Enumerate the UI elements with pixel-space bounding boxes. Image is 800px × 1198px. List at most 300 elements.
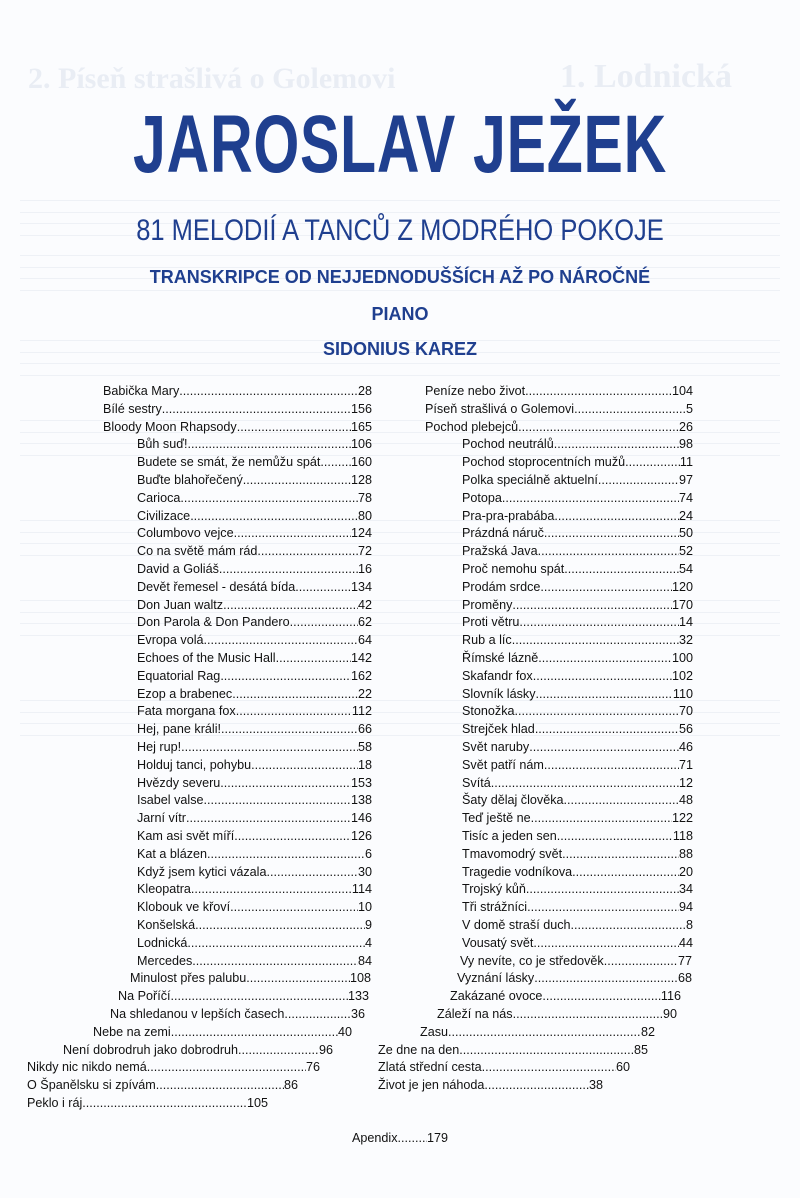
toc-entry[interactable] xyxy=(462,846,693,863)
toc-leader-dots xyxy=(219,561,358,578)
toc-entry-page: 50 xyxy=(678,526,693,541)
toc-entry[interactable] xyxy=(462,454,693,471)
toc-entry-page: 134 xyxy=(350,579,372,594)
toc-entry-title: Tisíc a jeden sen xyxy=(462,829,557,843)
toc-leader-dots xyxy=(187,436,351,453)
toc-leader-dots xyxy=(527,899,679,916)
toc-leader-dots xyxy=(515,703,679,720)
toc-leader-dots xyxy=(320,454,351,471)
toc-leader-dots xyxy=(512,632,679,649)
toc-entry-title: Život je jen náhoda xyxy=(378,1078,485,1093)
toc-entry-page: 165 xyxy=(350,419,372,434)
toc-entry-title: Hvězdy severu xyxy=(137,775,221,790)
toc-entry-page: 72 xyxy=(357,544,372,559)
toc-entry-title: Konšelská xyxy=(137,918,196,932)
toc-entry-title: Klobouk ve křoví xyxy=(137,900,231,915)
toc-entry-page: 70 xyxy=(678,704,693,719)
toc-entry[interactable] xyxy=(137,899,372,916)
toc-entry-title: Stonožka xyxy=(462,704,515,719)
toc-entry-page: 128 xyxy=(350,473,372,487)
toc-entry-title: Na shledanou v lepších časech xyxy=(110,1007,285,1021)
toc-entry-title: Římské lázně xyxy=(462,651,539,665)
toc-entry-page: 108 xyxy=(349,971,371,986)
toc-entry[interactable] xyxy=(462,490,693,507)
toc-entry-page: 80 xyxy=(357,508,372,523)
toc-entry-title: Vyznání lásky xyxy=(457,971,535,986)
toc-leader-dots xyxy=(238,1042,319,1059)
toc-entry-title: Peklo i ráj xyxy=(27,1096,83,1110)
toc-entry[interactable] xyxy=(137,543,372,560)
toc-entry-title: Strejček hlad xyxy=(462,722,535,737)
toc-leader-dots xyxy=(179,383,358,400)
toc-leader-dots xyxy=(529,739,679,756)
toc-entry-title: Trojský kůň xyxy=(462,882,526,897)
toc-entry[interactable] xyxy=(462,739,693,756)
toc-entry[interactable] xyxy=(425,419,693,436)
toc-entry-title: Zakázané ovoce xyxy=(450,989,543,1004)
toc-entry[interactable] xyxy=(462,650,693,667)
toc-entry[interactable] xyxy=(137,650,372,667)
toc-leader-dots xyxy=(554,436,679,453)
toc-entry-title: Píseň strašlivá o Golemovi xyxy=(425,401,575,416)
toc-entry-page: 153 xyxy=(350,775,372,790)
toc-entry[interactable] xyxy=(462,935,693,952)
toc-entry-title: Není dobrodruh jako dobrodruh xyxy=(63,1042,239,1057)
book-subtitle: 81 MELODIÍ A TANCŮ Z MODRÉHO POKOJE xyxy=(136,214,664,247)
toc-entry[interactable] xyxy=(137,935,372,952)
toc-entry[interactable] xyxy=(137,846,372,863)
toc-entry[interactable] xyxy=(462,686,693,703)
toc-leader-dots xyxy=(625,454,680,471)
toc-leader-dots xyxy=(234,828,351,845)
toc-entry-title: Bloody Moon Rhapsody xyxy=(103,419,237,434)
toc-entry-title: Bůh suď! xyxy=(137,437,188,452)
toc-entry-title: Pra-pra-prabába xyxy=(462,508,555,523)
toc-entry-page: 160 xyxy=(350,455,372,470)
toc-entry-title: Nikdy nic nikdo nemá xyxy=(27,1060,147,1075)
toc-entry[interactable] xyxy=(462,597,693,614)
toc-leader-dots xyxy=(220,668,351,685)
toc-entry-page: 11 xyxy=(679,455,693,470)
toc-entry[interactable] xyxy=(137,436,372,453)
toc-leader-dots xyxy=(251,757,358,774)
toc-entry-page: 42 xyxy=(357,597,372,612)
toc-entry[interactable] xyxy=(137,864,372,881)
toc-leader-dots xyxy=(562,846,679,863)
toc-entry-title: Kat a blázen xyxy=(137,846,208,861)
toc-entry-page: 18 xyxy=(357,757,372,772)
toc-entry[interactable] xyxy=(462,614,693,631)
toc-entry-title: Pochod plebejců xyxy=(425,419,519,434)
toc-entry-title: Na Poříčí xyxy=(118,989,171,1004)
toc-leader-dots xyxy=(171,1024,338,1041)
toc-entry-title: Isabel valse xyxy=(137,793,204,808)
toc-leader-dots xyxy=(482,1059,616,1076)
toc-entry[interactable] xyxy=(137,917,372,934)
toc-entry[interactable] xyxy=(462,792,693,809)
toc-leader-dots xyxy=(448,1024,641,1041)
toc-entry-title: Potopa xyxy=(462,490,502,505)
toc-entry-page: 12 xyxy=(678,775,693,790)
toc-leader-dots xyxy=(533,668,672,685)
toc-entry-title: Columbovo vejce xyxy=(137,526,234,541)
toc-entry[interactable] xyxy=(462,881,693,898)
toc-entry-page: 64 xyxy=(357,633,372,648)
toc-leader-dots xyxy=(398,1131,427,1145)
toc-entry-page: 78 xyxy=(357,490,372,505)
toc-entry[interactable] xyxy=(462,703,693,720)
toc-leader-dots xyxy=(204,632,358,649)
toc-entry-page: 82 xyxy=(640,1024,655,1039)
toc-entry-title: Vousatý svět xyxy=(462,935,534,950)
toc-entry-page: 71 xyxy=(678,757,693,772)
toc-entry[interactable] xyxy=(462,543,693,560)
toc-entry-page: 118 xyxy=(672,829,693,843)
background-score-title-right: 1. Lodnická xyxy=(560,58,732,95)
toc-entry-page: 86 xyxy=(283,1078,298,1093)
arranger-name: SIDONIUS KAREZ xyxy=(322,339,477,359)
toc-entry-page: 58 xyxy=(357,740,372,754)
toc-leader-dots xyxy=(491,775,679,792)
toc-entry-title: Devět řemesel - desátá bída xyxy=(137,579,296,594)
toc-entry-page: 68 xyxy=(677,971,692,986)
toc-entry-page: 114 xyxy=(351,882,372,897)
toc-leader-dots xyxy=(533,935,679,952)
toc-entry-title: Nebe na zemi xyxy=(93,1024,171,1039)
toc-entry-title: Zlatá střední cesta xyxy=(378,1060,482,1075)
toc-entry[interactable] xyxy=(103,401,372,418)
toc-entry-page: 5 xyxy=(685,401,693,416)
toc-entry[interactable] xyxy=(93,1024,352,1041)
toc-leader-dots xyxy=(276,650,351,667)
toc-entry[interactable] xyxy=(462,917,693,934)
toc-entry-title: Kam asi svět míří xyxy=(137,829,235,843)
toc-entry[interactable] xyxy=(27,1095,268,1112)
toc-entry-title: Echoes of the Music Hall xyxy=(137,651,276,665)
toc-entry[interactable] xyxy=(137,881,372,898)
toc-entry[interactable] xyxy=(63,1042,333,1059)
toc-leader-dots xyxy=(290,614,358,631)
toc-leader-dots xyxy=(557,828,673,845)
toc-entry[interactable] xyxy=(137,703,372,720)
toc-entry-page: 8 xyxy=(685,918,693,932)
toc-leader-dots xyxy=(181,739,358,756)
toc-entry-page: 56 xyxy=(678,722,693,737)
toc-entry[interactable] xyxy=(137,953,372,970)
toc-entry[interactable] xyxy=(460,953,692,970)
toc-entry-title: Svítá xyxy=(462,775,491,790)
toc-leader-dots xyxy=(171,988,348,1005)
toc-entry-page: 97 xyxy=(678,473,693,487)
toc-leader-dots xyxy=(574,401,686,418)
toc-leader-dots xyxy=(192,953,358,970)
toc-entry-title: Hej, pane králi! xyxy=(137,722,221,737)
toc-entry-page: 40 xyxy=(337,1024,352,1039)
toc-entry-page: 179 xyxy=(426,1131,448,1145)
toc-entry[interactable] xyxy=(462,508,693,525)
toc-leader-dots xyxy=(542,988,661,1005)
toc-entry-title: Vy nevíte, co je středověk xyxy=(460,953,604,968)
transcription-note: TRANSKRIPCE OD NEJJEDNODUŠŠÍCH AŽ PO NÁROČNÉ xyxy=(149,267,651,287)
toc-entry[interactable] xyxy=(462,436,693,453)
toc-entry[interactable] xyxy=(378,1077,603,1094)
toc-entry[interactable] xyxy=(137,757,372,774)
toc-entry-page: 85 xyxy=(633,1042,648,1057)
toc-entry-page: 162 xyxy=(350,668,372,683)
toc-entry-title: Proč nemohu spát xyxy=(462,562,565,576)
toc-entry-page: 26 xyxy=(678,419,693,434)
toc-entry-title: O Španělsku si zpívám xyxy=(27,1078,156,1093)
toc-entry-page: 84 xyxy=(357,953,372,968)
toc-entry-page: 116 xyxy=(660,989,681,1004)
toc-entry[interactable] xyxy=(27,1077,298,1094)
toc-entry-title: Fata morgana fox xyxy=(137,704,236,719)
toc-leader-dots xyxy=(512,597,672,614)
toc-entry-page: 66 xyxy=(357,722,372,737)
toc-entry-title: Polka speciálně aktuelní xyxy=(462,473,598,487)
toc-entry[interactable] xyxy=(425,401,693,418)
instrument-label: PIANO xyxy=(371,304,429,324)
toc-entry-page: 120 xyxy=(671,579,693,594)
toc-leader-dots xyxy=(604,953,678,970)
toc-leader-dots xyxy=(162,401,351,418)
toc-entry-page: 146 xyxy=(350,811,372,826)
toc-entry[interactable] xyxy=(462,775,693,792)
toc-leader-dots xyxy=(544,757,679,774)
toc-leader-dots xyxy=(266,864,358,881)
toc-entry-page: 126 xyxy=(350,829,372,843)
toc-entry[interactable] xyxy=(420,1024,655,1041)
toc-entry[interactable] xyxy=(130,970,371,987)
toc-leader-dots xyxy=(234,525,351,542)
toc-leader-dots xyxy=(564,792,679,809)
toc-entry[interactable] xyxy=(137,597,372,614)
toc-entry-title: Kleopatra xyxy=(137,882,191,897)
toc-entry-title: Equatorial Rag xyxy=(137,668,221,683)
toc-entry-page: 34 xyxy=(678,882,693,897)
toc-entry[interactable] xyxy=(378,1042,648,1059)
toc-entry[interactable] xyxy=(103,383,372,400)
toc-entry-title: Prázdná náruč xyxy=(462,526,544,541)
toc-entry[interactable] xyxy=(137,472,372,489)
toc-leader-dots xyxy=(257,543,358,560)
toc-entry-page: 138 xyxy=(350,793,372,808)
toc-leader-dots xyxy=(531,810,672,827)
toc-entry-title: Tragedie vodníkova xyxy=(462,864,573,879)
toc-entry-title: Budete se smát, že nemůžu spát xyxy=(137,455,321,470)
toc-leader-dots xyxy=(221,721,358,738)
toc-entry-page: 48 xyxy=(678,793,693,808)
toc-entry[interactable] xyxy=(462,864,693,881)
toc-entry[interactable] xyxy=(437,1006,677,1023)
toc-leader-dots xyxy=(540,579,672,596)
toc-leader-dots xyxy=(147,1059,306,1076)
toc-entry-title: Rub a líc xyxy=(462,633,512,648)
toc-entry-title: Evropa volá xyxy=(137,633,204,648)
toc-leader-dots xyxy=(230,899,358,916)
toc-entry-title: Civilizace xyxy=(137,508,191,523)
toc-entry[interactable] xyxy=(137,828,372,845)
toc-entry-title: Buďte blahořečený xyxy=(137,473,243,487)
toc-leader-dots xyxy=(284,1006,351,1023)
toc-entry-title: Tři strážníci xyxy=(462,900,528,915)
toc-entry-title: Teď ještě ne xyxy=(462,811,531,826)
toc-entry-title: Carioca xyxy=(137,490,181,505)
toc-entry[interactable] xyxy=(450,988,681,1005)
toc-entry[interactable] xyxy=(425,383,693,400)
toc-entry-title: Don Juan waltz xyxy=(137,597,224,612)
toc-entry-title: Bílé sestry xyxy=(103,401,162,416)
toc-leader-dots xyxy=(544,525,679,542)
toc-entry[interactable] xyxy=(462,899,693,916)
toc-entry[interactable] xyxy=(137,614,372,631)
toc-entry-title: Když jsem kytici vázala xyxy=(137,864,267,879)
toc-entry-title: V domě straší duch xyxy=(462,918,571,932)
toc-entry[interactable] xyxy=(137,490,372,507)
toc-entry[interactable] xyxy=(462,561,693,578)
toc-entry-page: 156 xyxy=(350,401,372,416)
toc-entry-title: Pochod neutrálů xyxy=(462,437,554,452)
toc-entry-title: Proměny xyxy=(462,597,513,612)
toc-entry-title: Slovník lásky xyxy=(462,686,536,701)
toc-entry-apendix[interactable] xyxy=(352,1131,448,1148)
toc-entry-page: 90 xyxy=(662,1007,677,1021)
toc-leader-dots xyxy=(598,472,679,489)
toc-entry[interactable] xyxy=(137,632,372,649)
toc-entry-page: 20 xyxy=(678,864,693,879)
toc-entry[interactable] xyxy=(137,525,372,542)
toc-leader-dots xyxy=(195,917,365,934)
toc-entry-title: Mercedes xyxy=(137,953,193,968)
toc-leader-dots xyxy=(526,881,679,898)
toc-entry[interactable] xyxy=(457,970,692,987)
toc-entry[interactable] xyxy=(137,454,372,471)
toc-entry-page: 122 xyxy=(671,811,693,826)
toc-leader-dots xyxy=(534,970,678,987)
toc-entry-title: Minulost přes palubu xyxy=(130,971,247,986)
toc-entry-title: Holduj tanci, pohybu xyxy=(137,757,252,772)
toc-entry[interactable] xyxy=(27,1059,320,1076)
toc-leader-dots xyxy=(232,686,358,703)
toc-entry-page: 38 xyxy=(588,1078,603,1093)
toc-entry[interactable] xyxy=(462,757,693,774)
toc-entry-page: 60 xyxy=(615,1060,630,1075)
toc-leader-dots xyxy=(207,846,365,863)
toc-entry[interactable] xyxy=(137,668,372,685)
toc-entry-page: 30 xyxy=(357,864,372,879)
toc-entry-page: 22 xyxy=(357,686,372,701)
toc-entry-page: 96 xyxy=(318,1042,333,1057)
toc-entry-title: Apendix xyxy=(352,1131,398,1145)
toc-entry-title: Pražská Java xyxy=(462,544,538,559)
toc-entry-title: Lodnická xyxy=(137,935,188,950)
toc-entry-page: 32 xyxy=(678,633,693,648)
toc-leader-dots xyxy=(204,792,351,809)
toc-entry[interactable] xyxy=(462,472,693,489)
toc-entry-page: 76 xyxy=(305,1060,320,1075)
toc-leader-dots xyxy=(82,1095,247,1112)
toc-entry[interactable] xyxy=(137,579,372,596)
toc-entry-title: Proti větru xyxy=(462,615,520,630)
toc-entry-page: 88 xyxy=(678,846,693,861)
toc-entry[interactable] xyxy=(462,668,693,685)
toc-entry[interactable] xyxy=(103,419,372,436)
toc-leader-dots xyxy=(187,935,365,952)
toc-entry-title: Záleží na nás xyxy=(437,1007,513,1021)
toc-entry-title: Don Parola & Don Pandero xyxy=(137,615,290,630)
toc-entry-page: 16 xyxy=(357,562,372,576)
toc-entry-title: Skafandr fox xyxy=(462,668,533,683)
toc-entry-page: 10 xyxy=(357,900,372,915)
toc-entry[interactable] xyxy=(137,775,372,792)
toc-entry[interactable] xyxy=(462,828,693,845)
toc-entry-page: 46 xyxy=(678,740,693,754)
toc-leader-dots xyxy=(191,881,352,898)
toc-entry[interactable] xyxy=(118,988,369,1005)
toc-leader-dots xyxy=(538,650,672,667)
toc-entry[interactable] xyxy=(137,561,372,578)
toc-entry[interactable] xyxy=(110,1006,365,1023)
toc-entry-title: Ze dne na den xyxy=(378,1042,460,1057)
toc-leader-dots xyxy=(190,508,358,525)
toc-entry-title: David a Goliáš xyxy=(137,562,219,576)
toc-entry-title: Peníze nebo život xyxy=(425,384,526,398)
toc-entry-page: 9 xyxy=(364,918,372,932)
toc-leader-dots xyxy=(536,686,673,703)
toc-entry[interactable] xyxy=(462,810,693,827)
toc-entry[interactable] xyxy=(137,810,372,827)
toc-entry-page: 94 xyxy=(678,900,693,915)
toc-leader-dots xyxy=(525,383,672,400)
toc-entry[interactable] xyxy=(462,632,693,649)
toc-entry[interactable] xyxy=(137,792,372,809)
toc-entry-page: 170 xyxy=(671,597,693,612)
toc-entry[interactable] xyxy=(462,525,693,542)
toc-entry[interactable] xyxy=(462,721,693,738)
toc-entry-title: Babička Mary xyxy=(103,384,180,398)
toc-entry-page: 52 xyxy=(678,544,693,559)
toc-entry-page: 110 xyxy=(672,686,693,701)
toc-leader-dots xyxy=(484,1077,589,1094)
toc-entry[interactable] xyxy=(462,579,693,596)
toc-entry-title: Pochod stoprocentních mužů xyxy=(462,455,626,470)
toc-leader-dots xyxy=(571,917,686,934)
toc-entry[interactable] xyxy=(137,739,372,756)
toc-entry-title: Prodám srdce xyxy=(462,579,541,594)
toc-leader-dots xyxy=(518,419,679,436)
toc-leader-dots xyxy=(513,1006,663,1023)
toc-entry-page: 54 xyxy=(678,562,693,576)
toc-entry-title: Svět naruby xyxy=(462,740,530,754)
toc-leader-dots xyxy=(459,1042,634,1059)
toc-leader-dots xyxy=(186,810,351,827)
toc-entry[interactable] xyxy=(378,1059,630,1076)
toc-leader-dots xyxy=(554,508,679,525)
toc-entry-page: 133 xyxy=(347,989,369,1004)
toc-entry[interactable] xyxy=(137,508,372,525)
toc-leader-dots xyxy=(180,490,358,507)
toc-entry-page: 142 xyxy=(350,651,372,665)
toc-leader-dots xyxy=(502,490,679,507)
toc-entry-title: Co na světě mám rád xyxy=(137,544,258,559)
toc-leader-dots xyxy=(220,775,351,792)
toc-entry-page: 106 xyxy=(350,437,372,452)
toc-entry-page: 102 xyxy=(671,668,693,683)
toc-entry-page: 77 xyxy=(677,953,692,968)
toc-entry[interactable] xyxy=(137,686,372,703)
toc-entry[interactable] xyxy=(137,721,372,738)
toc-footer xyxy=(0,1131,800,1148)
